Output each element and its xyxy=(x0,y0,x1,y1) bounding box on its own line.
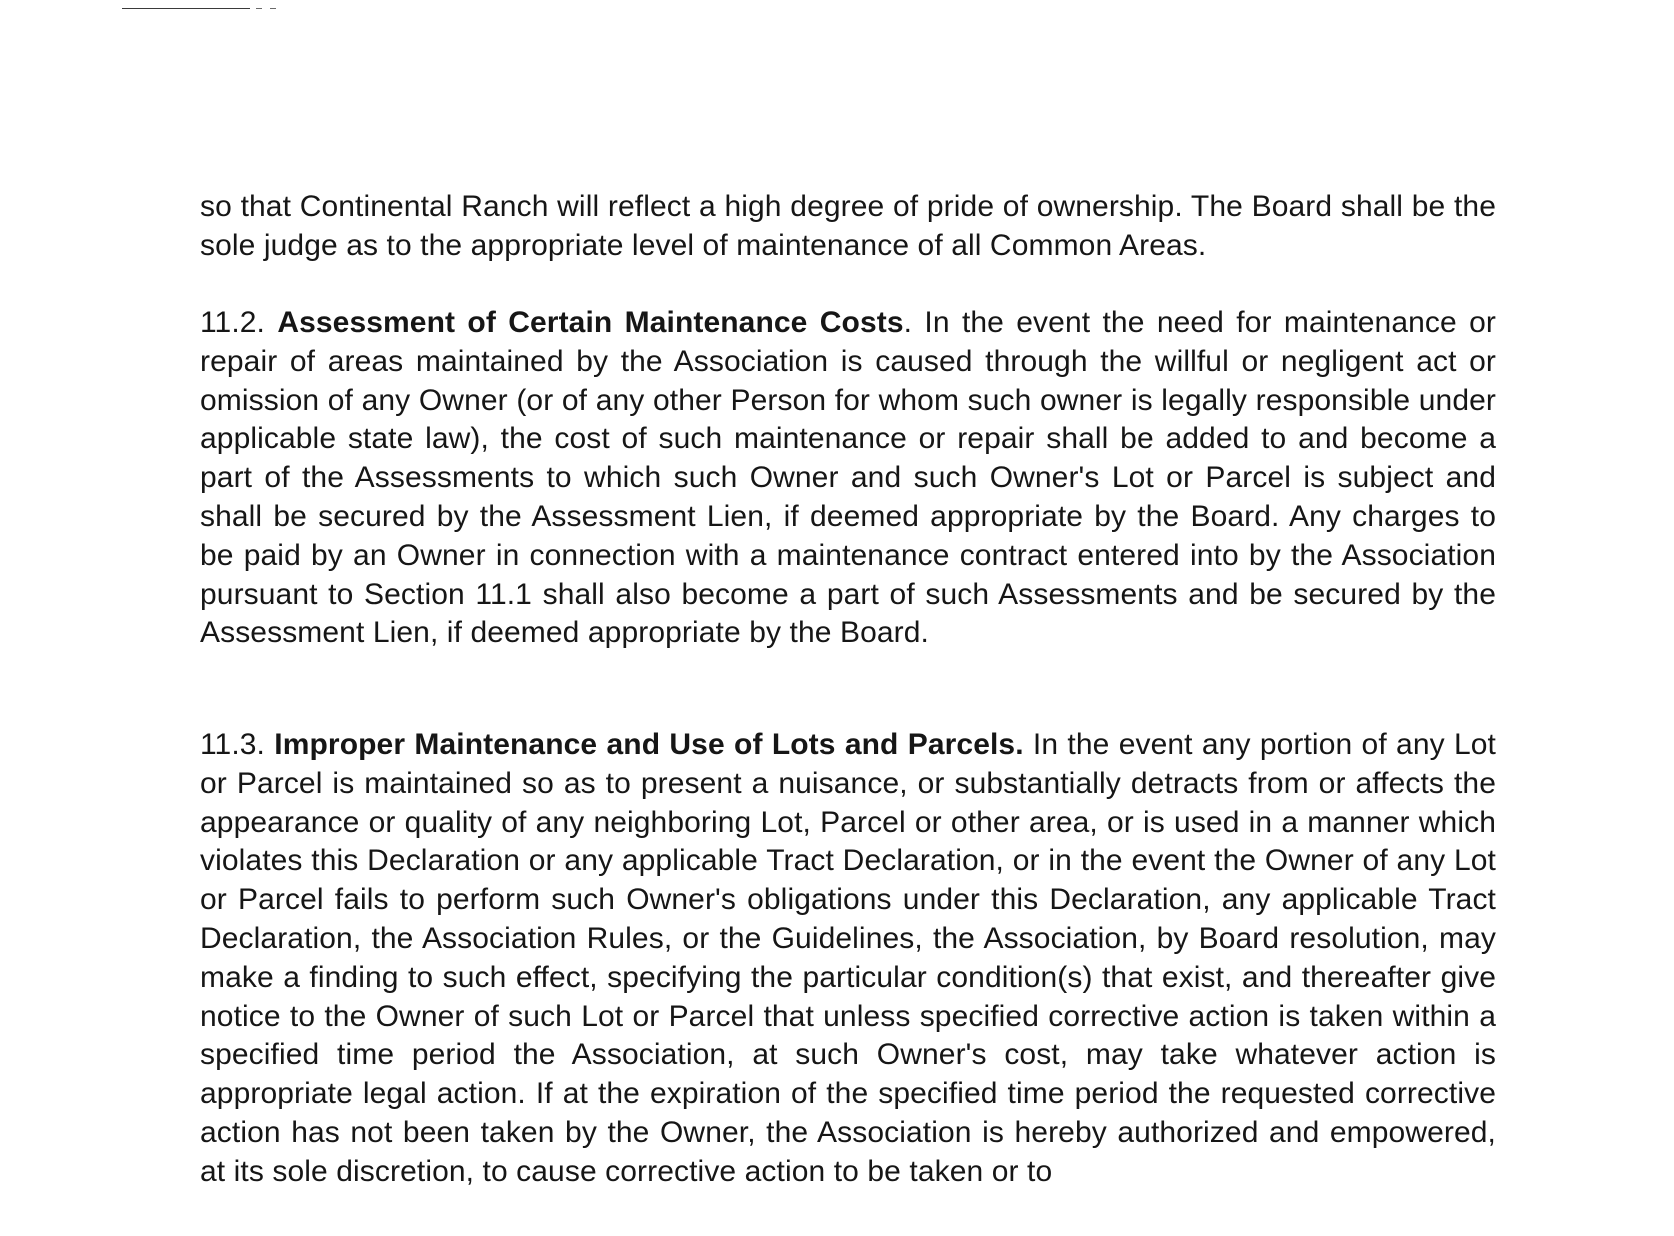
section-paragraph xyxy=(200,726,1496,1192)
section-paragraph xyxy=(200,304,1496,653)
section-title: Assessment of Certain Maintenance Costs xyxy=(277,306,904,339)
section-title: Improper Maintenance and Use of Lots and Parcels. xyxy=(274,728,1024,761)
intro-paragraph: so that Continental Ranch will reflect a high degree of pride of ownership. The Board shall be the sole judge as to the appropriate level of maintenance of all Common Areas. xyxy=(200,190,1496,262)
section-number: 11.2. xyxy=(200,306,265,339)
header-rule xyxy=(122,8,250,9)
section-body: In the event any portion of any Lot or Parcel is maintained so as to present a nuisance, or substantially detracts from or affects the appearance or quality of any neighboring Lot, Parcel or other area, or is used in a manner which violates this Declaration or any applicable Tract Declaration, or in the event the Owner of any Lot or Parcel fails to perform such Owner's obligations under this Declaration, any applicable Tract Declaration, the Association Rules, or the Guidelines, the Association, by Board resolution, may make a finding to such effect, specifying the particular condition(s) that exist, and thereafter give notice to the Owner of such Lot or Parcel that unless specified corrective action is taken within a specified time period the Association, at such Owner's cost, may take whatever action is appropriate legal action. If at the expiration of the specified time period the requested corrective action has not been taken by the Owner, the Association is hereby authorized and empowered, at its sole discretion, to cause corrective action to be taken or to xyxy=(200,728,1496,1188)
section-number: 11.3. xyxy=(200,728,265,761)
header-rule-dash xyxy=(256,8,262,9)
section-11-3 xyxy=(200,726,1496,1192)
intro-paragraph-block xyxy=(200,188,1496,266)
header-rule-dash xyxy=(270,8,276,9)
section-body: . In the event the need for maintenance or repair of areas maintained by the Association is caused through the willful or negligent act or omission of any Owner (or of any other Person for whom such owner is legally responsible under applicable state law), the cost of such maintenance or repair shall be added to and become a part of the Assessments to which such Owner and such Owner's Lot or Parcel is subject and shall be secured by the Assessment Lien, if deemed appropriate by the Board. Any charges to be paid by an Owner in connection with a maintenance contract entered into by the Association pursuant to Section 11.1 shall also become a part of such Assessments and be secured by the Assessment Lien, if deemed appropriate by the Board. xyxy=(200,306,1496,650)
section-11-2 xyxy=(200,304,1496,653)
